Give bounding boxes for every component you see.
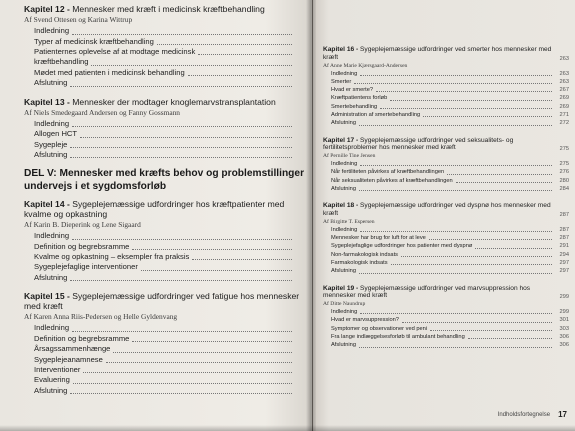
left-page-content [24,4,309,404]
toc-entry-text: Mødet med patienten i medicinsk behandling [34,67,185,77]
chapter-authors: Af Birgitte T. Espersen [323,218,375,225]
toc-entry[interactable] [24,355,309,365]
chapter-label: Kapitel 15 [24,291,65,302]
chapter-block [24,199,309,283]
toc-entry-page: 275 [559,161,569,168]
dot-leader [132,340,292,342]
chapter-label: Kapitel 19 [323,284,355,292]
toc-entry[interactable] [24,323,309,333]
toc-entry[interactable] [323,111,569,119]
chapter-label: Kapitel 17 [323,136,355,144]
toc-entry-text: Typer af medicinsk kræftbehandling [34,36,154,46]
toc-entry-text: Mennesker har brug for luft for at leve [331,235,426,242]
dot-leader [106,361,292,363]
right-page-content [323,46,569,359]
chapter-title-separator: - [354,46,361,53]
chapter-title-text: Sygeplejemæssige udfordringer ved dyspnø hos mennesker med kræft [323,202,551,218]
toc-entry[interactable] [24,262,309,272]
toc-entry[interactable] [323,70,569,78]
toc-entry-text: Afslutning [34,272,68,282]
chapter-block [323,285,569,350]
dot-leader [70,156,292,158]
chapter-title-row [24,97,309,107]
toc-entry-page: 291 [559,243,569,250]
toc-entry[interactable] [323,177,569,185]
dot-leader [359,346,552,348]
chapter-title-row [323,46,569,62]
toc-entry-text: Afslutning [34,385,68,395]
toc-entry-text: Indledning [331,70,358,77]
toc-entry[interactable] [24,26,309,36]
toc-entry-text: Sygeplejefaglige udfordringer hos patienter med dyspnø [331,243,473,250]
toc-entry-text: Afslutning [34,78,68,88]
chapter-title-separator: - [354,284,361,292]
toc-entry-text: Afslutning [331,342,356,349]
toc-entry[interactable] [323,308,569,316]
toc-entry-text: Sygeplejeanamnese [34,354,103,364]
chapter-authors: Af Svend Ottesen og Karina Wittrup [24,15,133,25]
chapter-title [24,4,309,14]
toc-entry-text: Sygepleje [34,139,68,149]
toc-entry-text: Hvad er smerte? [331,87,374,94]
toc-entry-page: 263 [559,70,569,77]
chapter-title-separator: - [354,202,361,210]
toc-entry-text: Indledning [331,161,358,168]
dot-leader [72,330,292,332]
dot-leader [456,181,552,183]
dot-leader [198,53,292,55]
toc-entry-text: Smerter [331,78,352,85]
chapter-title [323,137,557,153]
toc-entry[interactable] [24,375,309,385]
toc-entry[interactable] [24,47,309,57]
dot-leader [360,312,552,314]
dot-leader [360,74,552,76]
toc-entry[interactable] [24,273,309,283]
dot-leader [423,115,552,117]
chapter-block [323,137,569,194]
toc-entry[interactable] [323,94,569,102]
chapter-title-row [323,285,569,301]
dot-leader [475,247,552,249]
chapter-block [24,97,309,161]
dot-leader [72,125,292,127]
chapter-block [24,291,309,396]
chapter-start-page: 287 [559,211,569,218]
chapter-title-separator: - [64,291,73,302]
toc-entry[interactable] [323,242,569,250]
toc-entry[interactable] [323,78,569,86]
chapter-start-page: 275 [559,146,569,153]
toc-entry-text: Definition og begrebsramme [34,333,130,343]
dot-leader [430,329,552,331]
toc-entry[interactable] [323,267,569,275]
chapter-start-page: 263 [559,55,569,62]
dot-leader [402,321,552,323]
toc-entry-page: 294 [559,251,569,258]
toc-entry[interactable] [323,316,569,324]
chapter-block [24,4,309,89]
toc-entry[interactable] [323,259,569,267]
chapter-title-text: Sygeplejemæssige udfordringer ved smerter hos mennesker med kræft [323,46,552,61]
page-footer [498,410,567,419]
dot-leader [72,33,292,35]
chapter-title-row [24,291,309,311]
toc-entry-page: 301 [559,317,569,324]
chapter-block [323,46,569,128]
chapter-title-separator: - [354,136,361,144]
chapter-title [24,97,309,107]
dot-leader [447,173,552,175]
dot-leader [70,392,292,394]
toc-entry-page: 269 [559,103,569,110]
chapter-title-text: Mennesker der modtager knoglemarvstransplantation [72,96,276,107]
chapter-title-row [323,137,569,153]
toc-entry-page: 267 [559,87,569,94]
chapter-title-text: Sygeplejemæssige udfordringer ved seksualitets- og fertilitetsproblemer hos mennesker med kræft [323,136,514,152]
toc-entry-text: Når fertiliteten påvirkes af kræftbehandlingen [331,169,445,176]
toc-entry-text: Definition og begrebsramme [34,241,130,251]
toc-entry-page: 272 [559,120,569,127]
chapter-authors: Af Ditte Naundrup [323,301,366,308]
dot-leader [157,43,292,45]
toc-entry-text: Årsagssammenhænge [34,344,111,354]
toc-entry[interactable] [323,341,569,349]
chapter-block [323,202,569,275]
chapter-title [323,202,557,218]
toc-entry-page: 269 [559,95,569,102]
toc-entry-page: 263 [559,78,569,85]
toc-entry-text: Indledning [34,26,70,36]
toc-entry-text: Kræftpatientens forløb [331,95,388,102]
toc-entry[interactable] [24,78,309,88]
chapter-title-separator: - [64,198,73,209]
chapter-authors: Af Karen Anna Riis-Pedersen og Helle Gyldenvang [24,312,178,322]
toc-entry[interactable] [323,251,569,259]
chapter-title [24,199,309,219]
toc-entry[interactable] [323,333,569,341]
toc-entry-text: Non-farmakologisk indsats [331,251,399,258]
chapter-label: Kapitel 18 [323,202,355,210]
toc-entry-text: Afslutning [331,186,356,193]
chapter-label: Kapitel 14 [24,198,65,209]
toc-entry[interactable] [24,140,309,150]
right-page [313,0,575,431]
toc-entry[interactable] [24,334,309,344]
toc-entry[interactable] [323,86,569,94]
dot-leader [141,269,292,271]
toc-entry-text: Symptomer og observationer ved peni [331,325,428,332]
toc-entry-text: Indledning [34,323,70,333]
toc-entry-page: 287 [559,235,569,242]
dot-leader [376,90,552,92]
chapter-label: Kapitel 12 [24,4,65,14]
toc-entry-text: kræftbehandling [34,57,89,67]
toc-entry-text: Indledning [34,118,70,128]
bottom-shadow [0,425,575,431]
toc-entry[interactable] [24,231,309,241]
toc-entry[interactable] [323,103,569,111]
dot-leader [80,136,292,138]
chapter-title-text: Sygeplejemæssige udfordringer ved marvsuppression hos mennesker med kræft [323,284,531,300]
toc-entry-page: 287 [559,226,569,233]
chapter-title [323,285,557,301]
dot-leader [70,279,292,281]
dot-leader [113,351,292,353]
toc-entry-text: Smertebehandling [331,103,378,110]
toc-entry[interactable] [24,68,309,78]
toc-entry-text: Farmakologisk indsats [331,260,388,267]
toc-entry-text: Indledning [331,226,358,233]
toc-entry-page: 306 [559,342,569,349]
toc-entry-text: Afslutning [331,268,356,275]
chapter-authors: Af Niels Smedegaard Andersen og Fanny Gossmann [24,107,180,117]
chapter-label: Kapitel 13 [24,96,65,107]
toc-entry-text: Sygeplejefaglige interventioner [34,262,138,272]
dot-leader [391,263,552,265]
toc-entry[interactable] [24,386,309,396]
toc-entry-page: 276 [559,169,569,176]
toc-entry-text: Evaluering [34,375,70,385]
toc-entry[interactable] [24,365,309,375]
chapter-title-row [24,4,309,14]
dot-leader [91,64,292,66]
dot-leader [132,248,292,250]
toc-entry-page: 297 [559,260,569,267]
toc-entry-page: 306 [559,334,569,341]
toc-entry[interactable] [24,252,309,262]
toc-entry[interactable] [323,168,569,176]
toc-entry[interactable] [24,242,309,252]
toc-entry[interactable] [24,57,309,67]
toc-entry-page: 271 [559,112,569,119]
book-gutter-shadow [306,0,316,431]
chapter-authors: Af Anne Marie Kjærsgaard-Andersen [323,62,408,69]
dot-leader [70,85,292,87]
toc-entry-text: Interventioner [34,365,81,375]
dot-leader [360,164,552,166]
dot-leader [360,230,552,232]
part-heading: DEL V: Mennesker med kræfts behov og problemstillinger undervejs i et sygdomsforløb [24,168,305,192]
dot-leader [70,146,292,148]
dot-leader [359,272,552,274]
toc-entry-text: Administration af smertebehandling [331,112,421,119]
toc-entry-text: Kvalme og opkastning – eksempler fra praksis [34,251,190,261]
toc-entry[interactable] [323,325,569,333]
chapter-title [323,46,557,62]
toc-entry-page: 297 [559,268,569,275]
dot-leader [83,371,292,373]
chapter-title [24,291,309,311]
toc-entry-text: Fra lange indlæggelsesforløb til ambulant behandling [331,334,465,341]
chapter-title-text: Sygeplejemæssige udfordringer hos kræftpatienter med kvalme og opkastning [24,198,285,219]
dot-leader [390,99,552,101]
toc-entry[interactable] [323,234,569,242]
dot-leader [359,189,552,191]
toc-entry-text: Afslutning [331,120,356,127]
chapter-title-row [323,202,569,218]
dot-leader [401,255,552,257]
dot-leader [72,238,292,240]
toc-entry[interactable] [323,185,569,193]
dot-leader [468,337,552,339]
dot-leader [429,238,552,240]
toc-entry[interactable] [323,226,569,234]
footer-section-title: Indholdsfortegnelse [497,411,551,418]
dot-leader [73,382,292,384]
toc-entry[interactable] [24,150,309,160]
page-number: 17 [558,410,567,419]
chapter-title-row [24,199,309,219]
dot-leader [359,124,552,126]
toc-entry-text: Patienternes oplevelse af at modtage medicinsk [34,46,196,56]
toc-entry-text: Allogen HCT [34,129,78,139]
chapter-start-page: 299 [559,294,569,301]
toc-entry-page: 280 [559,177,569,184]
chapter-title-text: Sygeplejemæssige udfordringer ved fatigue hos mennesker med kræft [24,291,300,312]
toc-entry-page: 299 [559,309,569,316]
chapter-title-separator: - [64,4,73,14]
dot-leader [192,258,292,260]
chapter-authors: Af Karin B. Dieperink og Lene Sigaard [24,220,141,230]
toc-entry-page: 303 [559,325,569,332]
toc-entry-page: 284 [559,186,569,193]
toc-entry[interactable] [323,160,569,168]
chapter-title-text: Mennesker med kræft i medicinsk kræftbehandling [72,4,265,14]
toc-entry[interactable] [323,119,569,127]
toc-entry-text: Afslutning [34,149,68,159]
dot-leader [188,74,292,76]
toc-entry-text: Når seksualiteten påvirkes af kræftbehandlingen [331,177,453,184]
toc-entry-text: Hvad er marvsuppression? [331,317,399,324]
toc-entry-text: Indledning [34,231,70,241]
toc-entry[interactable] [24,37,309,47]
dot-leader [380,107,552,109]
toc-entry-text: Indledning [331,309,358,316]
chapter-label: Kapitel 16 [323,46,355,53]
chapter-authors: Af Pernille Tine Jensen [323,153,376,160]
dot-leader [354,82,552,84]
toc-entry[interactable] [24,344,309,354]
toc-entry[interactable] [24,119,309,129]
chapter-title-separator: - [64,96,73,107]
toc-entry[interactable] [24,129,309,139]
